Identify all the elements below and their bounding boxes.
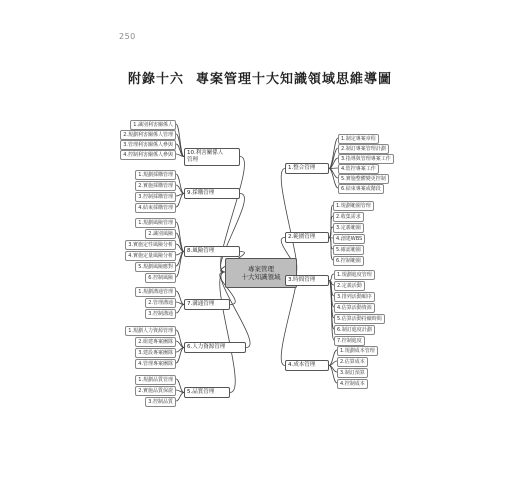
leaf-left-3-4: 4.實施定量風險分析 bbox=[125, 251, 176, 261]
leaf-right-1-1: 1.制定專案章程 bbox=[338, 134, 379, 144]
leaf-left-1-3: 3.管理利害關係人參與 bbox=[120, 140, 176, 150]
leaf-right-1-6: 6.結束專案或階段 bbox=[338, 184, 384, 194]
branch-right-1: 1.整合管理 bbox=[285, 163, 329, 174]
branch-right-4: 4.成本管理 bbox=[285, 360, 329, 371]
connector-left-3-6 bbox=[176, 252, 184, 278]
branch-left-2: 9.採購管理 bbox=[184, 188, 240, 199]
page-number: 250 bbox=[119, 32, 136, 41]
branch-left-1: 10.利害關係人 管理 bbox=[184, 148, 240, 166]
leaf-left-4-2: 2.管理溝通 bbox=[145, 298, 176, 308]
title-main: 專案管理十大知識領域思維導圖 bbox=[196, 72, 393, 87]
leaf-left-2-1: 1.規劃採購管理 bbox=[135, 170, 176, 180]
branch-right-2: 2.範圍管理 bbox=[285, 232, 329, 243]
leaf-right-4-3: 3.制訂預算 bbox=[337, 368, 368, 378]
leaf-left-5-3: 3.建設專案團隊 bbox=[135, 348, 176, 358]
leaf-left-3-6: 6.控制風險 bbox=[145, 273, 176, 283]
connector-left-4-3 bbox=[176, 305, 184, 314]
leaf-left-3-3: 3.實施定性風險分析 bbox=[125, 240, 176, 250]
leaf-right-4-4: 4.控制成本 bbox=[337, 379, 368, 389]
leaf-right-3-2: 2.定義活動 bbox=[334, 281, 365, 291]
leaf-right-2-4: 4.創建WBS bbox=[333, 234, 365, 244]
connector-center-left-6 bbox=[220, 272, 236, 393]
leaf-left-1-2: 2.規劃利害關係人管理 bbox=[120, 130, 176, 140]
leaf-left-2-2: 2.實施採購管理 bbox=[135, 181, 176, 191]
leaf-right-2-2: 2.收集需求 bbox=[333, 212, 364, 222]
connector-left-4-2 bbox=[176, 302, 184, 305]
leaf-right-3-4: 4.估算活動資源 bbox=[334, 303, 375, 313]
branch-right-3: 3.時間管理 bbox=[285, 275, 329, 286]
branch-left-5: 6.人力資源管理 bbox=[184, 342, 246, 353]
leaf-right-2-6: 6.控制範圍 bbox=[333, 256, 364, 266]
leaf-left-4-3: 3.控制溝通 bbox=[145, 309, 176, 319]
leaf-right-4-1: 1.規劃成本管理 bbox=[337, 346, 378, 356]
connector-right-1-6 bbox=[329, 169, 338, 189]
leaf-right-3-7: 7.控制進度 bbox=[334, 336, 365, 346]
connector-left-6-3 bbox=[176, 393, 184, 402]
leaf-left-2-4: 4.結束採購管理 bbox=[135, 203, 176, 213]
leaf-right-3-5: 5.估算活動持續時間 bbox=[334, 314, 385, 324]
connector-left-2-1 bbox=[176, 174, 184, 194]
leaf-left-5-4: 4.管理專案團隊 bbox=[135, 359, 176, 369]
leaf-right-3-6: 6.制訂進度計劃 bbox=[334, 325, 375, 335]
center-line-1: 專案管理 bbox=[248, 265, 274, 273]
leaf-left-1-4: 4.控制利害關係人參與 bbox=[120, 150, 176, 160]
leaf-left-1-1: 1.識別利害關係人 bbox=[130, 120, 176, 130]
leaf-right-4-2: 2.估算成本 bbox=[337, 357, 368, 367]
title-prefix: 附錄十六 bbox=[127, 72, 184, 87]
leaf-left-6-3: 3.控制品質 bbox=[145, 397, 176, 407]
leaf-left-5-2: 2.組建專案團隊 bbox=[135, 337, 176, 347]
branch-left-6: 5.品質管理 bbox=[184, 387, 230, 398]
leaf-right-1-2: 2.制訂專案管理計劃 bbox=[338, 144, 389, 154]
leaf-right-1-3: 3.指導與管理專案工作 bbox=[338, 154, 394, 164]
leaf-left-4-1: 1.規劃溝通管理 bbox=[135, 287, 176, 297]
leaf-right-2-3: 3.定義範圍 bbox=[333, 223, 364, 233]
leaf-right-3-1: 1.規劃進度管理 bbox=[334, 270, 375, 280]
leaf-left-6-2: 2.實施品質保證 bbox=[135, 386, 176, 396]
leaf-left-6-1: 1.規劃品質管理 bbox=[135, 375, 176, 385]
center-line-2: 十大知識領域 bbox=[241, 273, 281, 281]
connector-left-6-2 bbox=[176, 390, 184, 393]
leaf-left-5-1: 1.規劃人力資源管理 bbox=[125, 326, 176, 336]
leaf-left-3-2: 2.識別風險 bbox=[145, 229, 176, 239]
branch-left-4: 7.溝通管理 bbox=[184, 299, 230, 310]
leaf-right-2-1: 1.規劃範圍管理 bbox=[333, 201, 374, 211]
leaf-right-1-4: 4.監控專案工作 bbox=[338, 164, 379, 174]
leaf-right-3-3: 3.排列活動順序 bbox=[334, 292, 375, 302]
branch-left-3: 8.風險管理 bbox=[184, 246, 240, 257]
leaf-right-1-5: 5.實施整體變更控制 bbox=[338, 174, 389, 184]
leaf-left-3-5: 5.規劃風險應對 bbox=[135, 262, 176, 272]
connector-left-1-1 bbox=[176, 124, 184, 157]
leaf-right-2-5: 5.確認範圍 bbox=[333, 245, 364, 255]
leaf-left-2-3: 3.控制採購管理 bbox=[135, 192, 176, 202]
leaf-left-3-1: 1.規劃風險管理 bbox=[135, 218, 176, 228]
connector-right-1-4 bbox=[329, 168, 338, 169]
